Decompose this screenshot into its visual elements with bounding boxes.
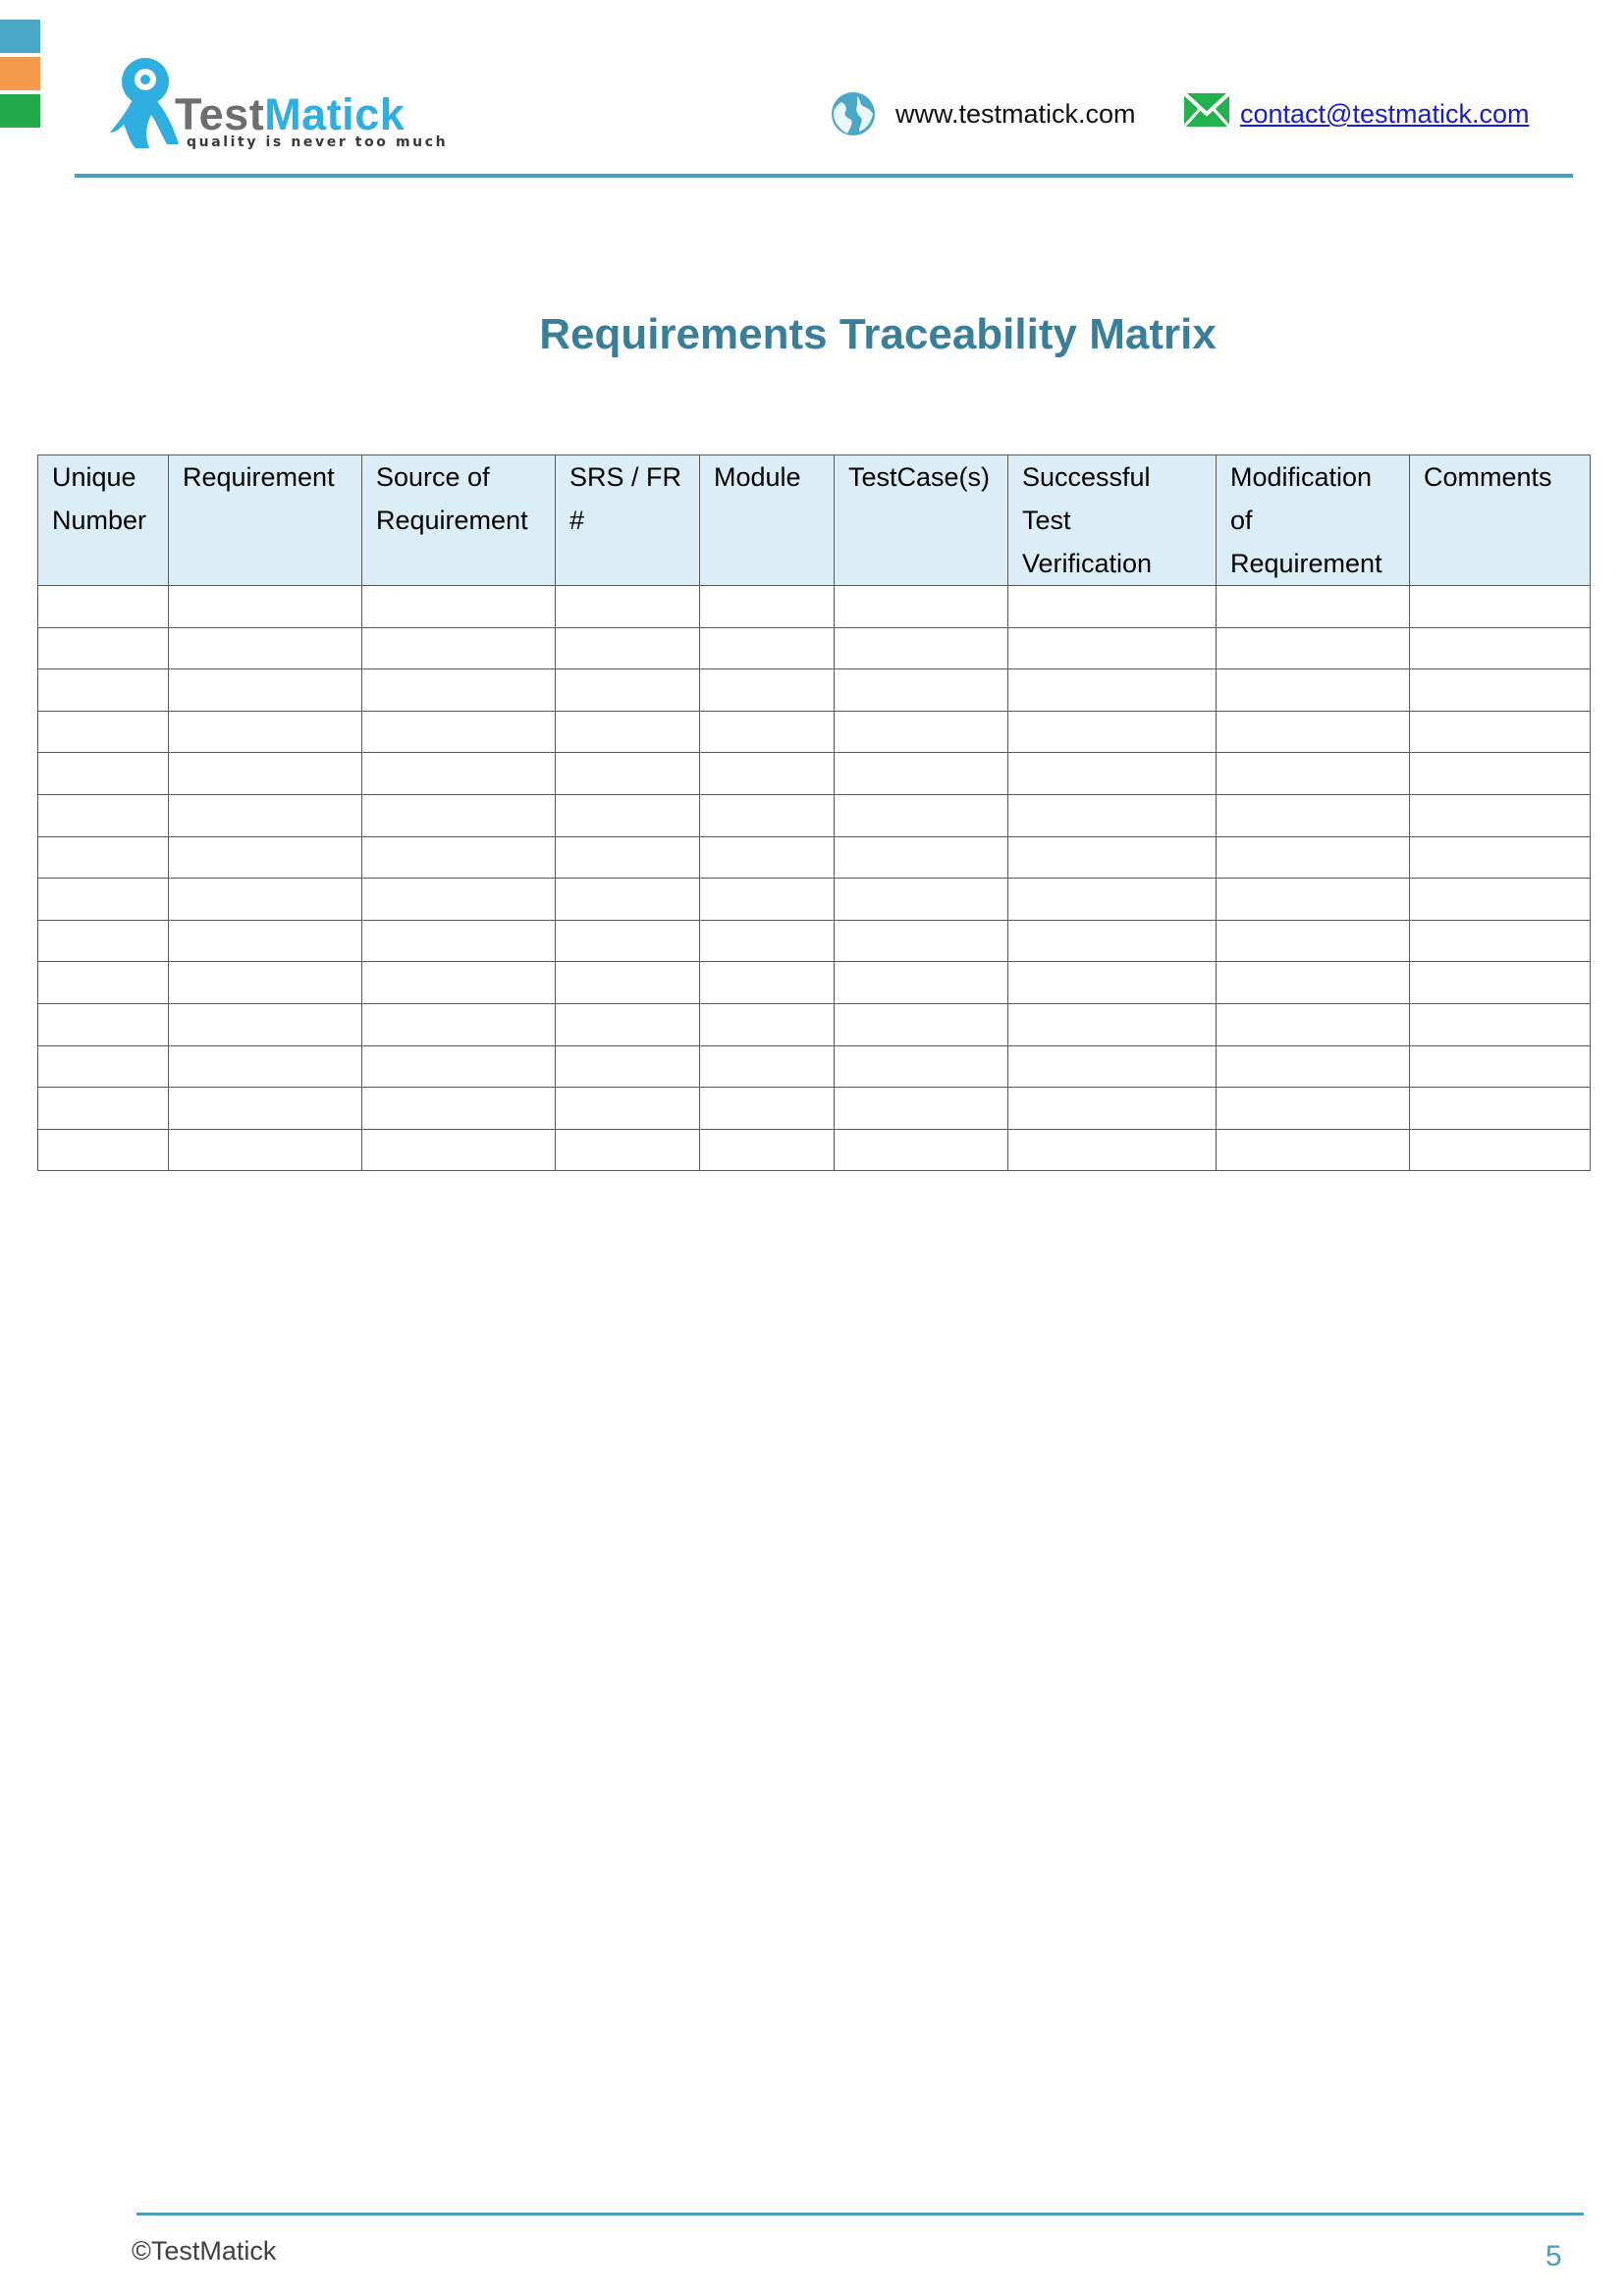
table-cell xyxy=(1410,627,1591,669)
table-cell xyxy=(1008,1088,1217,1130)
table-cell xyxy=(700,920,835,962)
column-header: Successful Test Verification xyxy=(1008,455,1217,586)
traceability-matrix-table xyxy=(37,454,1591,1171)
table-cell xyxy=(700,879,835,921)
table-cell xyxy=(835,1045,1008,1088)
table-cell xyxy=(1008,627,1217,669)
table-cell xyxy=(1008,753,1217,795)
table-cell xyxy=(362,1045,556,1088)
table-cell xyxy=(362,753,556,795)
table-cell xyxy=(1217,1045,1410,1088)
table-cell xyxy=(700,794,835,836)
table-cell xyxy=(1217,962,1410,1004)
table-cell xyxy=(1008,669,1217,712)
table-cell xyxy=(1410,1088,1591,1130)
website-link[interactable]: www.testmatick.com xyxy=(895,99,1136,129)
logo-tagline: quality is never too much xyxy=(187,134,449,150)
table-cell xyxy=(169,1045,362,1088)
table-cell xyxy=(362,711,556,753)
table-cell xyxy=(1217,836,1410,879)
table-cell xyxy=(169,1088,362,1130)
table-cell xyxy=(38,1129,169,1171)
table-cell xyxy=(1410,1003,1591,1045)
corner-block-orange xyxy=(0,57,40,90)
table-cell xyxy=(556,836,700,879)
table-cell xyxy=(1217,794,1410,836)
table-cell xyxy=(38,669,169,712)
table-cell xyxy=(1008,711,1217,753)
corner-block-green xyxy=(0,94,40,128)
table-cell xyxy=(835,627,1008,669)
table-cell xyxy=(835,711,1008,753)
table-cell xyxy=(38,1088,169,1130)
table-row xyxy=(38,753,1591,795)
table-cell xyxy=(1008,794,1217,836)
table-cell xyxy=(362,586,556,628)
table-cell xyxy=(169,794,362,836)
table-cell xyxy=(38,879,169,921)
table-row xyxy=(38,962,1591,1004)
table-cell xyxy=(556,753,700,795)
table-cell xyxy=(556,794,700,836)
table-cell xyxy=(362,1088,556,1130)
table-cell xyxy=(1410,962,1591,1004)
table-cell xyxy=(835,920,1008,962)
table-cell xyxy=(362,1003,556,1045)
table-cell xyxy=(169,1129,362,1171)
table-cell xyxy=(38,753,169,795)
column-header: TestCase(s) xyxy=(835,455,1008,586)
table-row xyxy=(38,1129,1591,1171)
table-cell xyxy=(556,1129,700,1171)
table-row xyxy=(38,711,1591,753)
table-row xyxy=(38,586,1591,628)
table-row xyxy=(38,1045,1591,1088)
table-cell xyxy=(1410,920,1591,962)
table-cell xyxy=(1410,586,1591,628)
column-header: Module xyxy=(700,455,835,586)
table-cell xyxy=(556,711,700,753)
table-cell xyxy=(1217,669,1410,712)
table-cell xyxy=(1217,586,1410,628)
table-cell xyxy=(700,753,835,795)
table-cell xyxy=(1410,669,1591,712)
table-cell xyxy=(169,586,362,628)
table-cell xyxy=(38,1045,169,1088)
table-cell xyxy=(1410,1129,1591,1171)
table-cell xyxy=(169,836,362,879)
table-cell xyxy=(556,669,700,712)
column-header: Requirement xyxy=(169,455,362,586)
table-cell xyxy=(169,753,362,795)
table-row xyxy=(38,1088,1591,1130)
table-cell xyxy=(556,879,700,921)
table-cell xyxy=(700,1045,835,1088)
copyright-text: ©TestMatick xyxy=(132,2236,277,2266)
table-cell xyxy=(1008,836,1217,879)
table-cell xyxy=(1217,627,1410,669)
table-cell xyxy=(1217,920,1410,962)
table-cell xyxy=(1008,1003,1217,1045)
table-cell xyxy=(700,836,835,879)
table-cell xyxy=(700,1088,835,1130)
table-cell xyxy=(700,711,835,753)
table-cell xyxy=(835,1129,1008,1171)
mail-icon xyxy=(1183,92,1230,128)
table-cell xyxy=(362,920,556,962)
table-header-row xyxy=(38,455,1591,586)
table-cell xyxy=(835,794,1008,836)
table-cell xyxy=(38,962,169,1004)
column-header: Modification of Requirement xyxy=(1217,455,1410,586)
table-row xyxy=(38,794,1591,836)
table-cell xyxy=(38,627,169,669)
page-number: 5 xyxy=(1545,2240,1562,2272)
table-cell xyxy=(1217,879,1410,921)
table-cell xyxy=(1410,753,1591,795)
table-cell xyxy=(38,794,169,836)
table-cell xyxy=(700,627,835,669)
table-cell xyxy=(835,1088,1008,1130)
table-cell xyxy=(556,920,700,962)
table-cell xyxy=(835,669,1008,712)
table-cell xyxy=(556,962,700,1004)
table-row xyxy=(38,627,1591,669)
table-cell xyxy=(1217,1003,1410,1045)
table-row xyxy=(38,669,1591,712)
table-cell xyxy=(835,836,1008,879)
table-cell xyxy=(1410,879,1591,921)
table-cell xyxy=(169,962,362,1004)
table-row xyxy=(38,836,1591,879)
table-cell xyxy=(1410,794,1591,836)
table-row xyxy=(38,920,1591,962)
table-cell xyxy=(835,879,1008,921)
table-cell xyxy=(169,627,362,669)
table-cell xyxy=(38,1003,169,1045)
table-cell xyxy=(700,1003,835,1045)
table-cell xyxy=(700,586,835,628)
table-cell xyxy=(38,920,169,962)
logo-word-test: Test xyxy=(175,89,265,139)
table-cell xyxy=(835,1003,1008,1045)
table-cell xyxy=(1217,1088,1410,1130)
table-cell xyxy=(556,586,700,628)
table-cell xyxy=(700,669,835,712)
table-row xyxy=(38,1003,1591,1045)
column-header: Comments xyxy=(1410,455,1591,586)
table-cell xyxy=(835,962,1008,1004)
table-cell xyxy=(169,920,362,962)
elephant-logo-icon xyxy=(106,54,185,152)
table-cell xyxy=(1410,711,1591,753)
table-cell xyxy=(1008,920,1217,962)
table-cell xyxy=(1217,711,1410,753)
table-cell xyxy=(556,1088,700,1130)
table-cell xyxy=(362,879,556,921)
table-cell xyxy=(362,962,556,1004)
corner-block-blue xyxy=(0,20,40,53)
table-cell xyxy=(362,836,556,879)
table-cell xyxy=(1217,1129,1410,1171)
table-cell xyxy=(169,879,362,921)
column-header: Source of Requirement xyxy=(362,455,556,586)
table-cell xyxy=(700,1129,835,1171)
table-cell xyxy=(1410,1045,1591,1088)
footer-rule xyxy=(136,2213,1584,2216)
table-cell xyxy=(38,836,169,879)
table-cell xyxy=(169,711,362,753)
logo-wordmark xyxy=(175,89,405,140)
document-title: Requirements Traceability Matrix xyxy=(539,310,1217,358)
table-cell xyxy=(169,669,362,712)
table-cell xyxy=(556,627,700,669)
table-cell xyxy=(169,1003,362,1045)
logo-word-matick: Matick xyxy=(264,89,406,139)
table-cell xyxy=(556,1045,700,1088)
table-cell xyxy=(362,1129,556,1171)
globe-icon xyxy=(830,90,877,137)
table-cell xyxy=(700,962,835,1004)
table-row xyxy=(38,879,1591,921)
testmatick-logo xyxy=(106,54,450,157)
table-cell xyxy=(38,711,169,753)
table-cell xyxy=(38,586,169,628)
table-cell xyxy=(1008,1045,1217,1088)
table-cell xyxy=(1008,879,1217,921)
table-cell xyxy=(1008,586,1217,628)
header-rule xyxy=(75,174,1573,178)
table-cell xyxy=(835,586,1008,628)
email-link[interactable]: contact@testmatick.com xyxy=(1240,99,1530,129)
table-cell xyxy=(1217,753,1410,795)
table-cell xyxy=(556,1003,700,1045)
column-header: SRS / FR # xyxy=(556,455,700,586)
table-cell xyxy=(1008,1129,1217,1171)
column-header: Unique Number xyxy=(38,455,169,586)
table-cell xyxy=(362,669,556,712)
table-cell xyxy=(1410,836,1591,879)
table-cell xyxy=(835,753,1008,795)
table-cell xyxy=(1008,962,1217,1004)
table-cell xyxy=(362,794,556,836)
table-cell xyxy=(362,627,556,669)
